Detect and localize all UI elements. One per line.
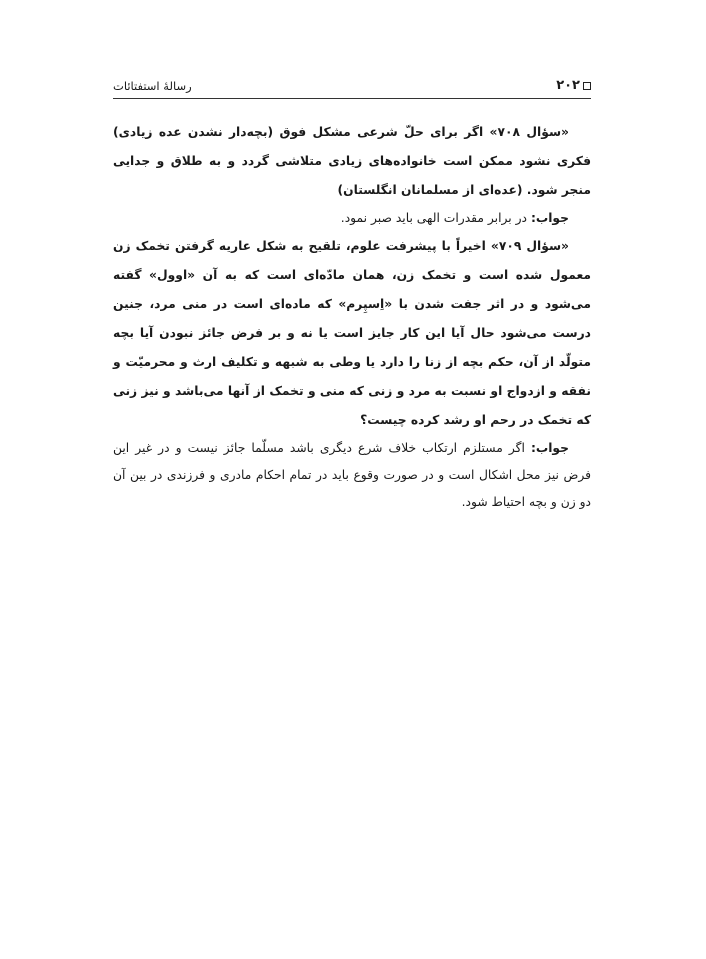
answer-708 — [113, 205, 591, 232]
answer-text: اگر مستلزم ارتکاب خلاف شرع دیگری باشد مسلّما جائز نیست و در غیر این فرض نیز محل اشکال است و در صورت وقوع باید در تمام احکام مادری و فرزندی در بین آن دو زن و بچه احتیاط شود. — [113, 441, 591, 509]
page-number: ۲۰۲ — [556, 78, 580, 93]
header-rule — [113, 98, 591, 99]
question-708: «سؤال ۷۰۸» اگر برای حلّ شرعی مشکل فوق (بچه‌دار نشدن عده زیادی) فکری نشود ممکن است خانواده‌های زیادی متلاشی گردد و به طلاق و جدایی منجر شود. (عده‌ای از مسلمانان انگلستان) — [113, 125, 591, 197]
body-text — [113, 118, 591, 516]
question-709: «سؤال ۷۰۹» اخیراً با پیشرفت علوم، تلقیح به شکل عاریه گرفتن تخمک زن معمول شده است و تخمک زن، همان مادّه‌ای است که به آن «اوول» گفته می‌شود و در اثر جفت شدن با «اِسپِرم» که ماده‌ای است در منی مرد، جنین درست می‌شود حال آیا این کار جایز است یا نه و بر فرض جائز نبودن آیا بچه متولّد از آن، حکم بچه از زنا را دارد یا وطی به شبهه و تکلیف ارث و محرمیّت و نفقه و ازدواج او نسبت به مرد و زنی که منی و تخمک از آنها می‌باشد و نیز زنی که تخمک در رحم او رشد کرده چیست؟ — [113, 239, 591, 427]
answer-709 — [113, 435, 591, 516]
page-number-block — [556, 78, 591, 93]
page-header — [113, 76, 591, 98]
answer-label: جواب: — [530, 211, 569, 225]
square-icon — [583, 82, 591, 90]
answer-text: در برابر مقدرات الهی باید صبر نمود. — [340, 211, 531, 225]
running-title: رسالۀ استفتائات — [113, 79, 192, 93]
answer-label: جواب: — [530, 441, 569, 455]
